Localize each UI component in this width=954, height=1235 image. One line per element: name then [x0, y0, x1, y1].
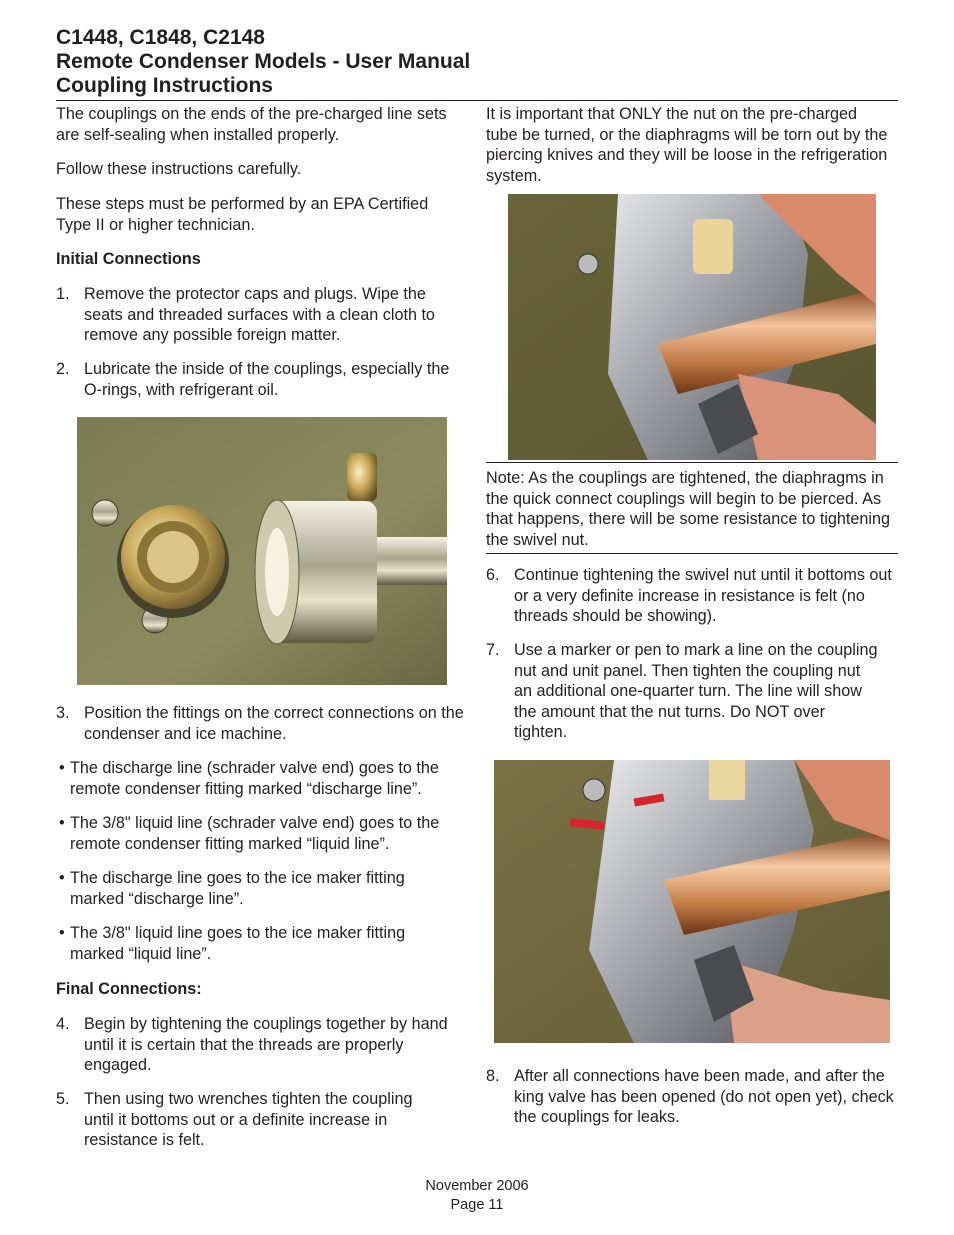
- step-5-text: Then using two wrenches tighten the coupling until it bottoms out or a definite increase in resistance is felt.: [84, 1090, 413, 1150]
- step-4-text: Begin by tightening the couplings together by hand until it is certain that the threads are properly engaged.: [84, 1015, 448, 1075]
- intro-paragraph: The couplings on the ends of the pre-charged line sets are self-sealing when installed properly.: [56, 105, 447, 144]
- technician-requirement-text: These steps must be performed by an EPA Certified Type II or higher technician.: [56, 195, 429, 234]
- step-number: 8.: [486, 1067, 500, 1085]
- note-text: Note: As the couplings are tightened, the diaphragms in the quick connect couplings will begin to be pierced. As that happens, there will be some resistance to tightening the swivel nut.: [486, 469, 891, 549]
- step-2-text: Lubricate the inside of the couplings, especially the O-rings, with refrigerant oil.: [84, 360, 450, 399]
- step-number: 2.: [56, 360, 70, 378]
- initial-connections-heading: Initial Connections: [56, 250, 201, 268]
- bullet-icon: •: [59, 814, 65, 832]
- important-warning-text: It is important that ONLY the nut on the pre-charged tube be turned, or the diaphragms will be torn out by the piercing knives and they will be loose in the refrigeration system.: [486, 105, 888, 185]
- step-3-text: Position the fittings on the correct connections on the condenser and ice machine.: [84, 704, 464, 743]
- page-number: Page 11: [450, 1197, 504, 1213]
- coupling-fittings-photo: [77, 417, 447, 685]
- step-1-text: Remove the protector caps and plugs. Wipe the seats and threaded surfaces with a clean cloth to remove any possible foreign matter.: [84, 285, 435, 345]
- step-number: 7.: [486, 641, 500, 659]
- bullet-icon: •: [59, 759, 65, 777]
- model-numbers: C1448, C1848, C2148: [56, 26, 265, 49]
- page-header: [56, 26, 898, 98]
- manual-title: Remote Condenser Models - User Manual: [56, 50, 471, 73]
- bullet-icon: •: [59, 869, 65, 887]
- note-top-rule: [486, 462, 898, 463]
- step-number: 6.: [486, 566, 500, 584]
- step-6-text: Continue tightening the swivel nut until it bottoms out or a very definite increase in resistance is felt (no threads should be showing).: [514, 566, 892, 626]
- header-rule: [56, 100, 898, 101]
- wrench-tightening-photo: [508, 194, 876, 460]
- footer-date: November 2006: [425, 1178, 529, 1194]
- final-connections-heading: Final Connections:: [56, 980, 202, 998]
- bullet-item: The discharge line goes to the ice maker fitting marked “discharge line”.: [70, 869, 405, 908]
- step-number: 4.: [56, 1015, 70, 1033]
- step-7-text: Use a marker or pen to mark a line on the coupling nut and unit panel. Then tighten the coupling nut an additional one-quarter turn. The line will show the amount that the nut turns. Do NOT over tighten.: [514, 641, 878, 742]
- marked-coupling-photo: [494, 760, 890, 1043]
- step-number: 1.: [56, 285, 70, 303]
- bullet-item: The 3/8" liquid line goes to the ice maker fitting marked “liquid line”.: [70, 924, 406, 963]
- note-bottom-rule: [486, 553, 898, 554]
- bullet-item: The 3/8" liquid line (schrader valve end) goes to the remote condenser fitting marked “liquid line”.: [70, 814, 440, 853]
- step-number: 5.: [56, 1090, 70, 1108]
- bullet-item: The discharge line (schrader valve end) goes to the remote condenser fitting marked “discharge line”.: [70, 759, 439, 798]
- step-number: 3.: [56, 704, 70, 722]
- section-title: Coupling Instructions: [56, 74, 273, 97]
- bullet-icon: •: [59, 924, 65, 942]
- follow-instructions-text: Follow these instructions carefully.: [56, 160, 302, 178]
- step-8-text: After all connections have been made, and after the king valve has been opened (do not open yet), check the couplings for leaks.: [514, 1067, 894, 1127]
